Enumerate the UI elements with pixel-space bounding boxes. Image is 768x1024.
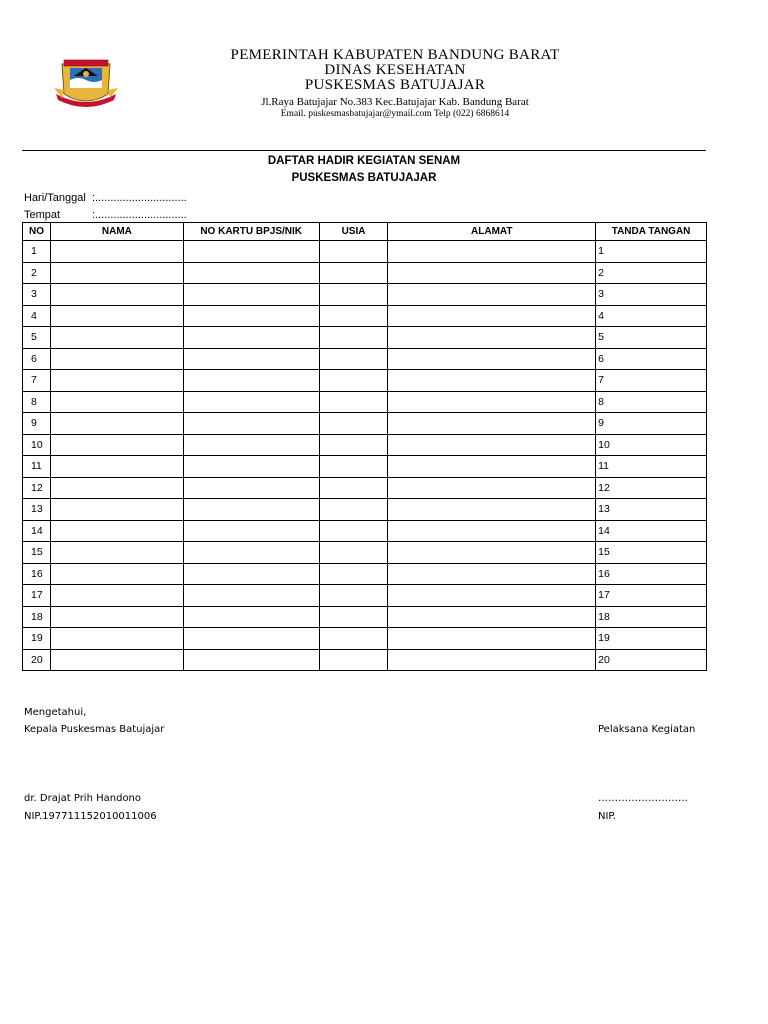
cell-alamat[interactable]: [388, 241, 596, 263]
date-value: :..............................: [92, 192, 187, 204]
cell-bpjs[interactable]: [183, 348, 319, 370]
table-row: [23, 563, 707, 585]
cell-usia[interactable]: [319, 305, 388, 327]
cell-nama[interactable]: [50, 542, 183, 564]
table-row: [23, 284, 707, 306]
cell-bpjs[interactable]: [183, 262, 319, 284]
cell-nama[interactable]: [50, 520, 183, 542]
executor-name: ………………………: [598, 793, 688, 804]
header-bpjs: NO KARTU BPJS/NIK: [183, 223, 319, 241]
table-row: [23, 585, 707, 607]
cell-nama[interactable]: [50, 477, 183, 499]
cell-nama[interactable]: [50, 606, 183, 628]
cell-alamat[interactable]: [388, 649, 596, 671]
head-title: Kepala Puskesmas Batujajar: [24, 724, 165, 735]
header-nama: NAMA: [50, 223, 183, 241]
table-row: [23, 327, 707, 349]
cell-usia[interactable]: [319, 241, 388, 263]
cell-usia[interactable]: [319, 585, 388, 607]
document-title: DAFTAR HADIR KEGIATAN SENAM: [267, 155, 461, 167]
acknowledged-label: Mengetahui,: [24, 707, 87, 718]
header-divider: [22, 150, 706, 151]
header-logo: [54, 54, 118, 110]
table-body: [23, 241, 707, 671]
cell-usia[interactable]: [319, 370, 388, 392]
table-row: [23, 370, 707, 392]
cell-nama[interactable]: [50, 370, 183, 392]
cell-alamat[interactable]: [388, 628, 596, 650]
table-row: [23, 413, 707, 435]
cell-no: 2: [23, 262, 51, 284]
head-name: dr. Drajat Prih Handono: [24, 793, 142, 804]
cell-nama[interactable]: [50, 628, 183, 650]
cell-alamat[interactable]: [388, 585, 596, 607]
attendance-table: [22, 222, 707, 671]
cell-nama[interactable]: [50, 327, 183, 349]
table-row: [23, 305, 707, 327]
cell-usia[interactable]: [319, 413, 388, 435]
letterhead-department: DINAS KESEHATAN: [324, 62, 466, 78]
cell-nama[interactable]: [50, 391, 183, 413]
cell-tanda-tangan: 3: [596, 284, 707, 306]
table-row: [23, 499, 707, 521]
kabupaten-seal-icon: [54, 54, 118, 110]
cell-nama[interactable]: [50, 413, 183, 435]
cell-tanda-tangan: 10: [596, 434, 707, 456]
table-row: [23, 262, 707, 284]
cell-no: 14: [23, 520, 51, 542]
cell-usia[interactable]: [319, 606, 388, 628]
table-row: [23, 628, 707, 650]
cell-no: 17: [23, 585, 51, 607]
cell-bpjs[interactable]: [183, 542, 319, 564]
place-value: :..............................: [92, 209, 187, 221]
cell-alamat[interactable]: [388, 542, 596, 564]
letterhead-institution: PUSKESMAS BATUJAJAR: [304, 77, 486, 93]
executor-nip: NIP.: [598, 811, 617, 822]
table-row: [23, 391, 707, 413]
cell-alamat[interactable]: [388, 370, 596, 392]
cell-tanda-tangan: 17: [596, 585, 707, 607]
cell-no: 5: [23, 327, 51, 349]
table-row: [23, 348, 707, 370]
cell-alamat[interactable]: [388, 434, 596, 456]
cell-no: 18: [23, 606, 51, 628]
cell-bpjs[interactable]: [183, 520, 319, 542]
header-alamat: ALAMAT: [388, 223, 596, 241]
cell-tanda-tangan: 4: [596, 305, 707, 327]
cell-alamat[interactable]: [388, 305, 596, 327]
cell-bpjs[interactable]: [183, 649, 319, 671]
cell-alamat[interactable]: [388, 520, 596, 542]
cell-no: 11: [23, 456, 51, 478]
cell-nama[interactable]: [50, 499, 183, 521]
table-row: [23, 649, 707, 671]
cell-no: 12: [23, 477, 51, 499]
cell-no: 6: [23, 348, 51, 370]
cell-no: 8: [23, 391, 51, 413]
cell-usia[interactable]: [319, 284, 388, 306]
cell-no: 4: [23, 305, 51, 327]
cell-tanda-tangan: 11: [596, 456, 707, 478]
cell-bpjs[interactable]: [183, 305, 319, 327]
table-row: [23, 241, 707, 263]
cell-bpjs[interactable]: [183, 628, 319, 650]
cell-tanda-tangan: 18: [596, 606, 707, 628]
cell-alamat[interactable]: [388, 391, 596, 413]
cell-tanda-tangan: 12: [596, 477, 707, 499]
cell-bpjs[interactable]: [183, 241, 319, 263]
header-tanda-tangan: TANDA TANGAN: [596, 223, 707, 241]
cell-nama[interactable]: [50, 262, 183, 284]
cell-usia[interactable]: [319, 327, 388, 349]
cell-alamat[interactable]: [388, 284, 596, 306]
letterhead-government: PEMERINTAH KABUPATEN BANDUNG BARAT: [230, 47, 560, 63]
cell-nama[interactable]: [50, 241, 183, 263]
cell-nama[interactable]: [50, 348, 183, 370]
cell-bpjs[interactable]: [183, 456, 319, 478]
cell-alamat[interactable]: [388, 456, 596, 478]
cell-bpjs[interactable]: [183, 585, 319, 607]
cell-bpjs[interactable]: [183, 391, 319, 413]
cell-no: 20: [23, 649, 51, 671]
table-row: [23, 434, 707, 456]
cell-usia[interactable]: [319, 262, 388, 284]
cell-alamat[interactable]: [388, 327, 596, 349]
cell-tanda-tangan: 7: [596, 370, 707, 392]
cell-usia[interactable]: [319, 649, 388, 671]
cell-no: 1: [23, 241, 51, 263]
cell-no: 15: [23, 542, 51, 564]
cell-no: 10: [23, 434, 51, 456]
cell-tanda-tangan: 13: [596, 499, 707, 521]
cell-tanda-tangan: 19: [596, 628, 707, 650]
cell-usia[interactable]: [319, 499, 388, 521]
cell-bpjs[interactable]: [183, 477, 319, 499]
cell-nama[interactable]: [50, 284, 183, 306]
cell-no: 13: [23, 499, 51, 521]
table-row: [23, 456, 707, 478]
cell-tanda-tangan: 15: [596, 542, 707, 564]
cell-usia[interactable]: [319, 348, 388, 370]
cell-nama[interactable]: [50, 305, 183, 327]
document-subtitle: PUSKESMAS BATUJAJAR: [291, 172, 437, 184]
cell-usia[interactable]: [319, 477, 388, 499]
cell-no: 16: [23, 563, 51, 585]
cell-bpjs[interactable]: [183, 370, 319, 392]
cell-alamat[interactable]: [388, 477, 596, 499]
cell-tanda-tangan: 6: [596, 348, 707, 370]
date-label: Hari/Tanggal: [24, 192, 86, 204]
cell-alamat[interactable]: [388, 348, 596, 370]
cell-alamat[interactable]: [388, 262, 596, 284]
cell-bpjs[interactable]: [183, 499, 319, 521]
letterhead: [150, 48, 640, 120]
cell-usia[interactable]: [319, 563, 388, 585]
cell-no: 9: [23, 413, 51, 435]
cell-alamat[interactable]: [388, 606, 596, 628]
table-row: [23, 520, 707, 542]
cell-alamat[interactable]: [388, 563, 596, 585]
header-no: NO: [23, 223, 51, 241]
cell-tanda-tangan: 20: [596, 649, 707, 671]
date-field: [24, 192, 187, 204]
cell-nama[interactable]: [50, 585, 183, 607]
cell-bpjs[interactable]: [183, 327, 319, 349]
cell-bpjs[interactable]: [183, 563, 319, 585]
cell-nama[interactable]: [50, 563, 183, 585]
cell-bpjs[interactable]: [183, 284, 319, 306]
executor-title: Pelaksana Kegiatan: [598, 724, 696, 735]
cell-alamat[interactable]: [388, 413, 596, 435]
header-usia: USIA: [319, 223, 388, 241]
cell-tanda-tangan: 2: [596, 262, 707, 284]
cell-usia[interactable]: [319, 434, 388, 456]
cell-tanda-tangan: 5: [596, 327, 707, 349]
cell-tanda-tangan: 16: [596, 563, 707, 585]
cell-tanda-tangan: 14: [596, 520, 707, 542]
cell-no: 7: [23, 370, 51, 392]
cell-usia[interactable]: [319, 391, 388, 413]
cell-bpjs[interactable]: [183, 606, 319, 628]
cell-nama[interactable]: [50, 456, 183, 478]
head-nip: NIP.197711152010011006: [24, 811, 157, 822]
letterhead-contact: Email. puskesmasbatujajar@ymail.com Telp (022) 6868614: [280, 109, 510, 119]
cell-alamat[interactable]: [388, 499, 596, 521]
cell-tanda-tangan: 9: [596, 413, 707, 435]
letterhead-address: Jl.Raya Batujajar No.383 Kec.Batujajar Kab. Bandung Barat: [261, 96, 529, 108]
place-field: [24, 209, 187, 221]
cell-usia[interactable]: [319, 520, 388, 542]
table-row: [23, 477, 707, 499]
cell-tanda-tangan: 8: [596, 391, 707, 413]
table-header-row: [23, 223, 707, 241]
table-row: [23, 542, 707, 564]
cell-usia[interactable]: [319, 628, 388, 650]
cell-usia[interactable]: [319, 456, 388, 478]
cell-nama[interactable]: [50, 649, 183, 671]
cell-no: 3: [23, 284, 51, 306]
cell-bpjs[interactable]: [183, 434, 319, 456]
cell-bpjs[interactable]: [183, 413, 319, 435]
place-label: Tempat: [24, 209, 61, 221]
table-row: [23, 606, 707, 628]
cell-usia[interactable]: [319, 542, 388, 564]
cell-no: 19: [23, 628, 51, 650]
cell-nama[interactable]: [50, 434, 183, 456]
cell-tanda-tangan: 1: [596, 241, 707, 263]
